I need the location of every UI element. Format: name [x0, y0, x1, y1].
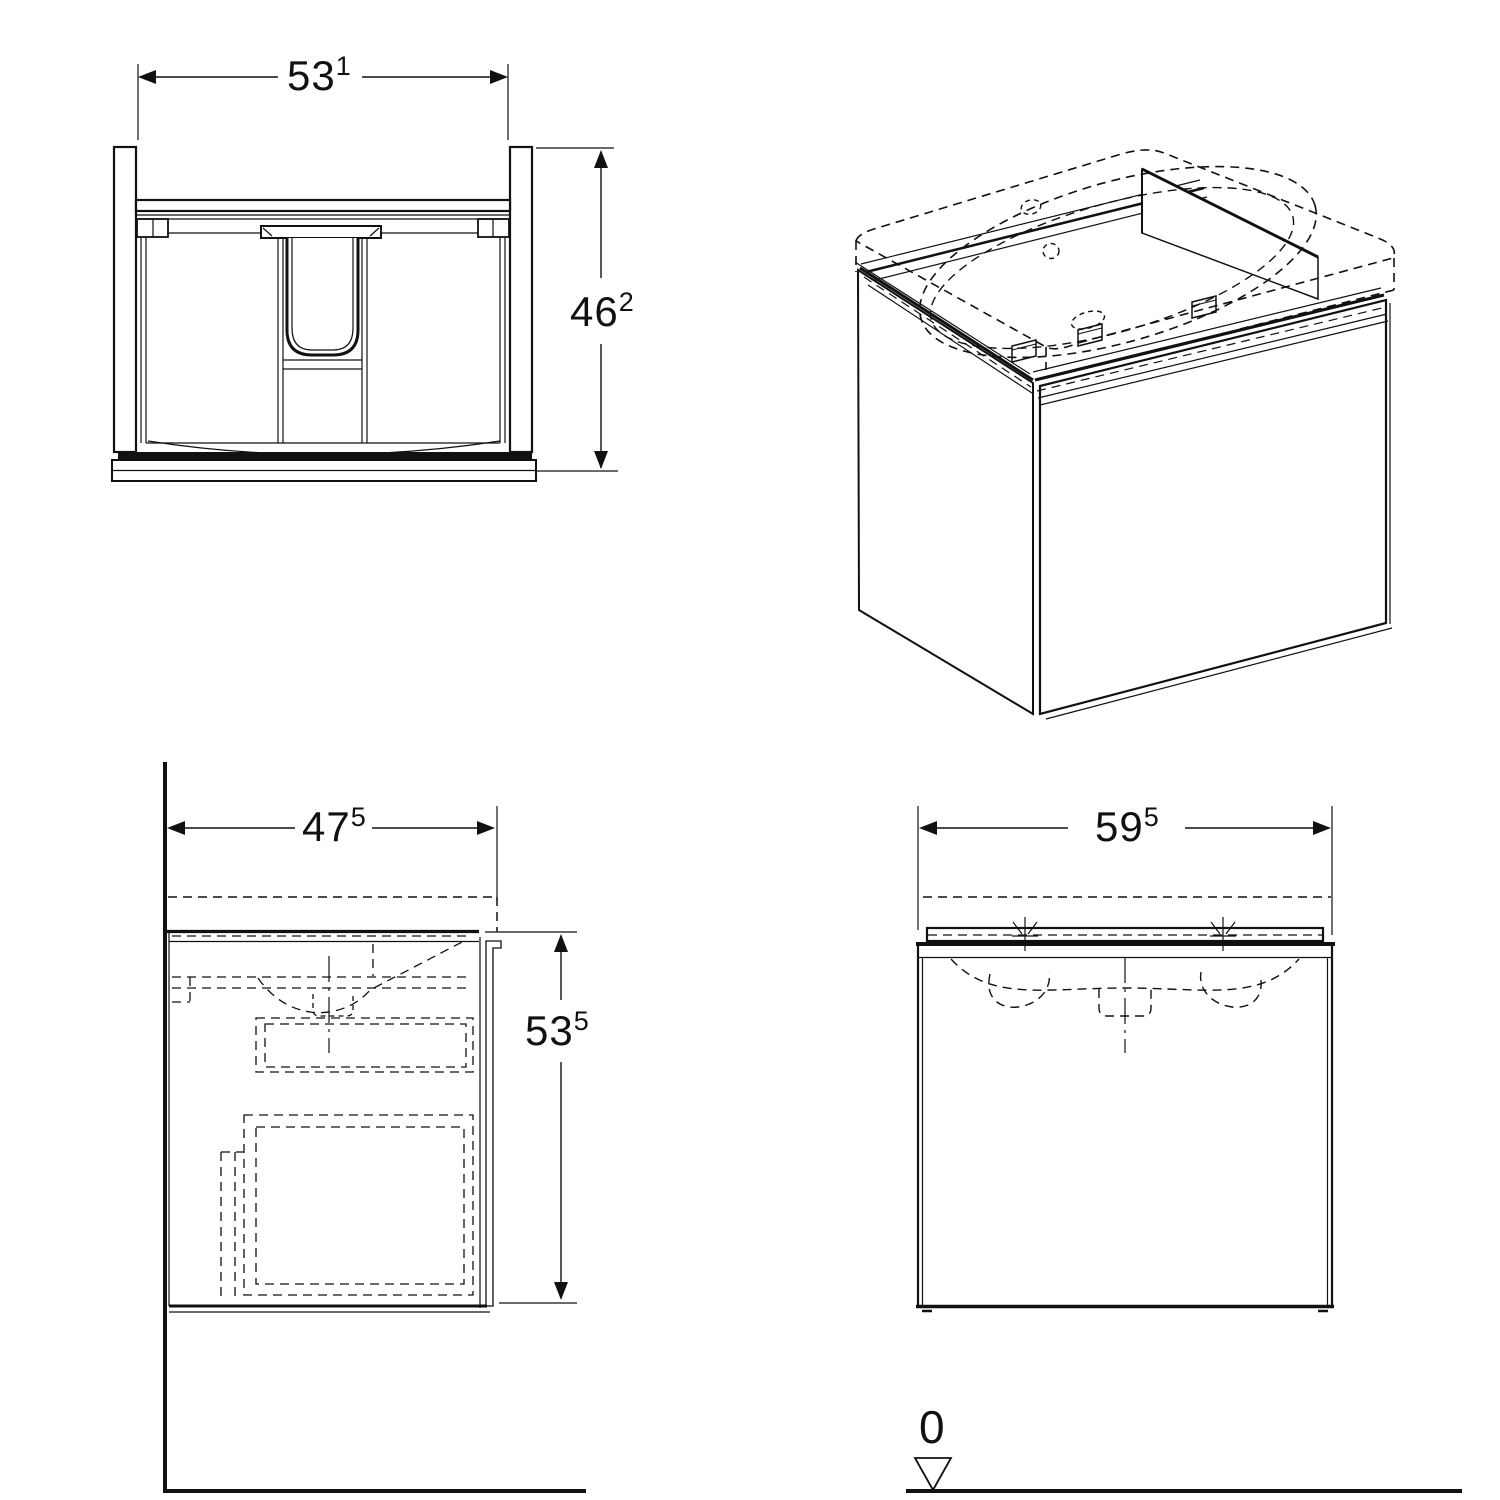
top-view: [112, 51, 635, 481]
side-view-linework: [163, 762, 586, 1491]
front-view-linework: [906, 897, 1462, 1491]
lower-drawer-inner: [256, 1127, 464, 1284]
dim-arrow-right: [477, 821, 495, 835]
left-side-panel: [114, 147, 136, 452]
upper-drawer-inner: [265, 1024, 466, 1067]
isometric-view: [855, 129, 1394, 719]
side-depth-dimension: [167, 802, 497, 901]
right-side-panel: [510, 147, 532, 452]
dim-arrow-down: [594, 451, 608, 469]
back-rail: [136, 200, 510, 211]
side-view: [163, 762, 590, 1491]
front-width-dimension: [918, 802, 1332, 935]
mounting-bracket: [1012, 340, 1036, 362]
dim-arrow-up: [554, 934, 568, 952]
top-width-dimension: [138, 51, 508, 140]
datum-triangle-icon: [915, 1458, 951, 1490]
side-height-dimension: [485, 932, 590, 1303]
dim-arrow-up: [594, 150, 608, 168]
iso-cabinet-linework: [855, 169, 1392, 719]
side-depth-label: $47^5$: [302, 802, 367, 850]
side-height-label: $53^5$: [525, 1006, 590, 1054]
dim-arrow-right: [490, 70, 508, 84]
upper-drawer-hidden: [256, 1018, 473, 1072]
front-edge-band: [118, 452, 532, 460]
dim-arrow-left: [919, 821, 937, 835]
front-width-label: $59^5$: [1095, 802, 1160, 850]
drawer-front-profile: [486, 941, 501, 1306]
dim-arrow-right: [1313, 821, 1331, 835]
siphon-flange: [261, 226, 381, 238]
overflow-hole: [1043, 244, 1059, 259]
siphon-profile: [313, 994, 353, 1016]
dim-arrow-left: [138, 70, 156, 84]
front-view: [906, 802, 1462, 1491]
top-depth-dimension: [536, 148, 635, 471]
dim-arrow-left: [167, 821, 185, 835]
datum-label: 0: [919, 1401, 945, 1453]
datum-level-marker: [915, 1401, 951, 1490]
top-view-linework: [112, 147, 536, 481]
siphon-recess: [287, 238, 358, 355]
dim-arrow-down: [554, 1282, 568, 1300]
tap-hole: [1019, 198, 1042, 217]
top-width-label: $53^1$: [287, 51, 352, 99]
top-depth-label: $46^2$: [570, 287, 635, 335]
iso-front-face: [1040, 300, 1386, 714]
lower-drawer-hidden: [244, 1115, 473, 1295]
